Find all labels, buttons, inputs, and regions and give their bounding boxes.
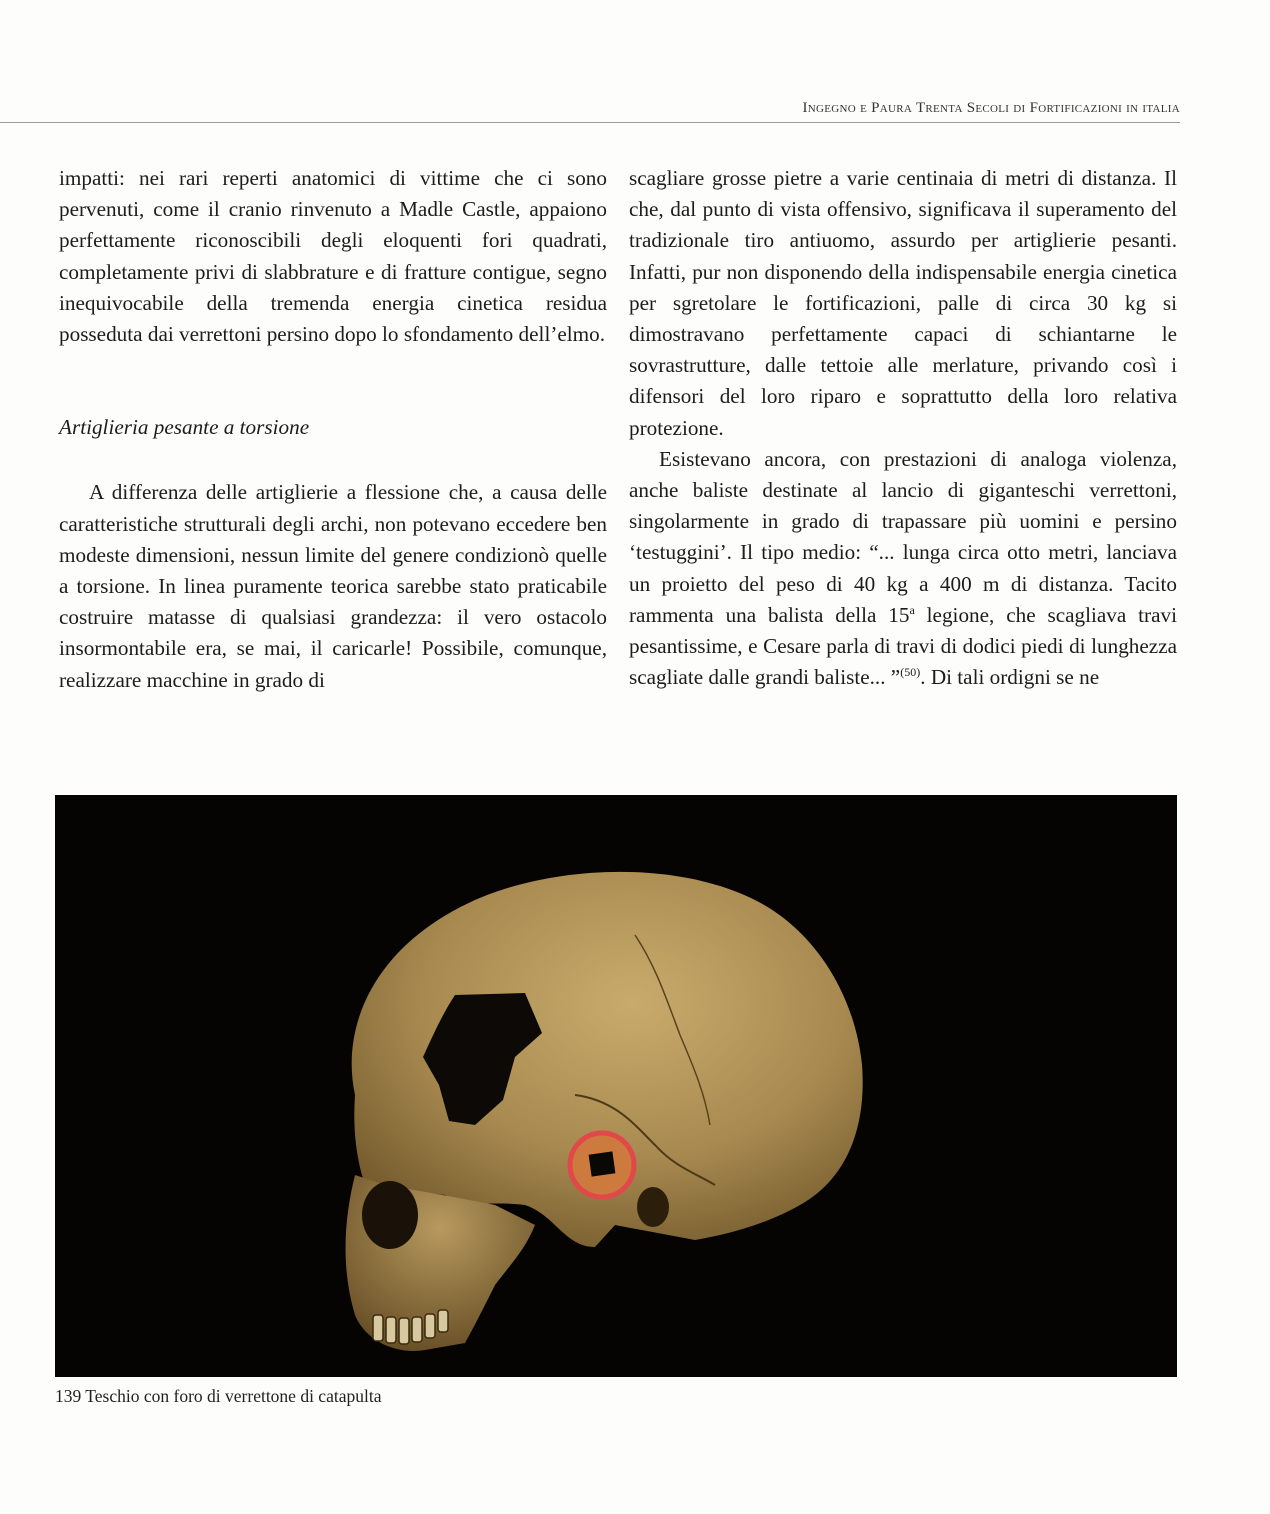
- text-run: . Di tali ordigni se ne: [920, 665, 1100, 690]
- left-column: [59, 163, 607, 696]
- figure-caption: 139 Teschio con foro di verrettone di catapulta: [55, 1386, 382, 1406]
- paragraph: [629, 444, 1177, 694]
- paragraph: impatti: nei rari reperti anatomici di vittime che ci sono pervenuti, come il cranio rinvenuto a Madle Castle, appaiono perfettamente riconoscibili degli eloquenti fori quadrati, completamente privi di slabbrature e di fratture contigue, segno inequivocabile della tremenda energia cinetica residua posseduta dai verrettoni persino dopo lo sfondamento dell’elmo.: [59, 166, 607, 347]
- text-run: Esistevano ancora, con prestazioni di analoga violenza, anche baliste destinate al lancio di giganteschi verrettoni, singolarmente in grado di trapassare più uomini e persino ‘testuggini’. Il tipo medio: “... lunga circa otto metri, lanciava un proietto del peso di 40 kg a 400 m di distanza. Tacito rammenta una balista della 15: [629, 446, 1177, 627]
- ear-canal: [637, 1187, 669, 1227]
- square-bolt-hole: [589, 1151, 616, 1176]
- right-column: [629, 163, 1177, 693]
- footnote-reference: (50): [900, 665, 921, 680]
- skull-photograph: [55, 795, 1177, 1377]
- paragraph: scagliare grosse pietre a varie centinaia di metri di distanza. Il che, dal punto di vista offensivo, significava il superamento del tradizionale tiro antiuomo, assurdo per artiglierie pesanti. Infatti, pur non disponendo della indispensabile energia cinetica per sgretolare le fortificazioni, palle di circa 30 kg si dimostravano perfettamente capaci di schiantarne le sovrastrutture, dalle tettoie alle merlature, privando così i difensori del loro riparo e soprattutto della loro relativa protezione.: [629, 166, 1177, 440]
- eye-socket: [362, 1181, 418, 1249]
- section-subheading: Artiglieria pesante a torsione: [59, 415, 310, 440]
- running-header: [0, 96, 1180, 123]
- skull-illustration: [55, 795, 1177, 1377]
- paragraph: A differenza delle artiglierie a flessione che, a causa delle caratteristiche strutturali degli archi, non potevano eccedere ben modeste dimensioni, nessun limite del genere condizionò quelle a torsione. In linea puramente teorica sarebbe stato praticabile costruire matasse di qualsiasi grandezza: il vero ostacolo insormontabile era, se mai, il caricarle! Possibile, comunque, realizzare macchine in grado di: [59, 480, 607, 692]
- running-title: Ingegno e Paura Trenta Secoli di Fortificazioni in italia: [802, 100, 1180, 116]
- ordinal-superscript: a: [909, 602, 915, 617]
- text-run: legione, che scagliava travi pesantissime, e Cesare parla di travi di dodici piedi di lunghezza scagliate dalle grandi baliste... ”: [629, 602, 1177, 690]
